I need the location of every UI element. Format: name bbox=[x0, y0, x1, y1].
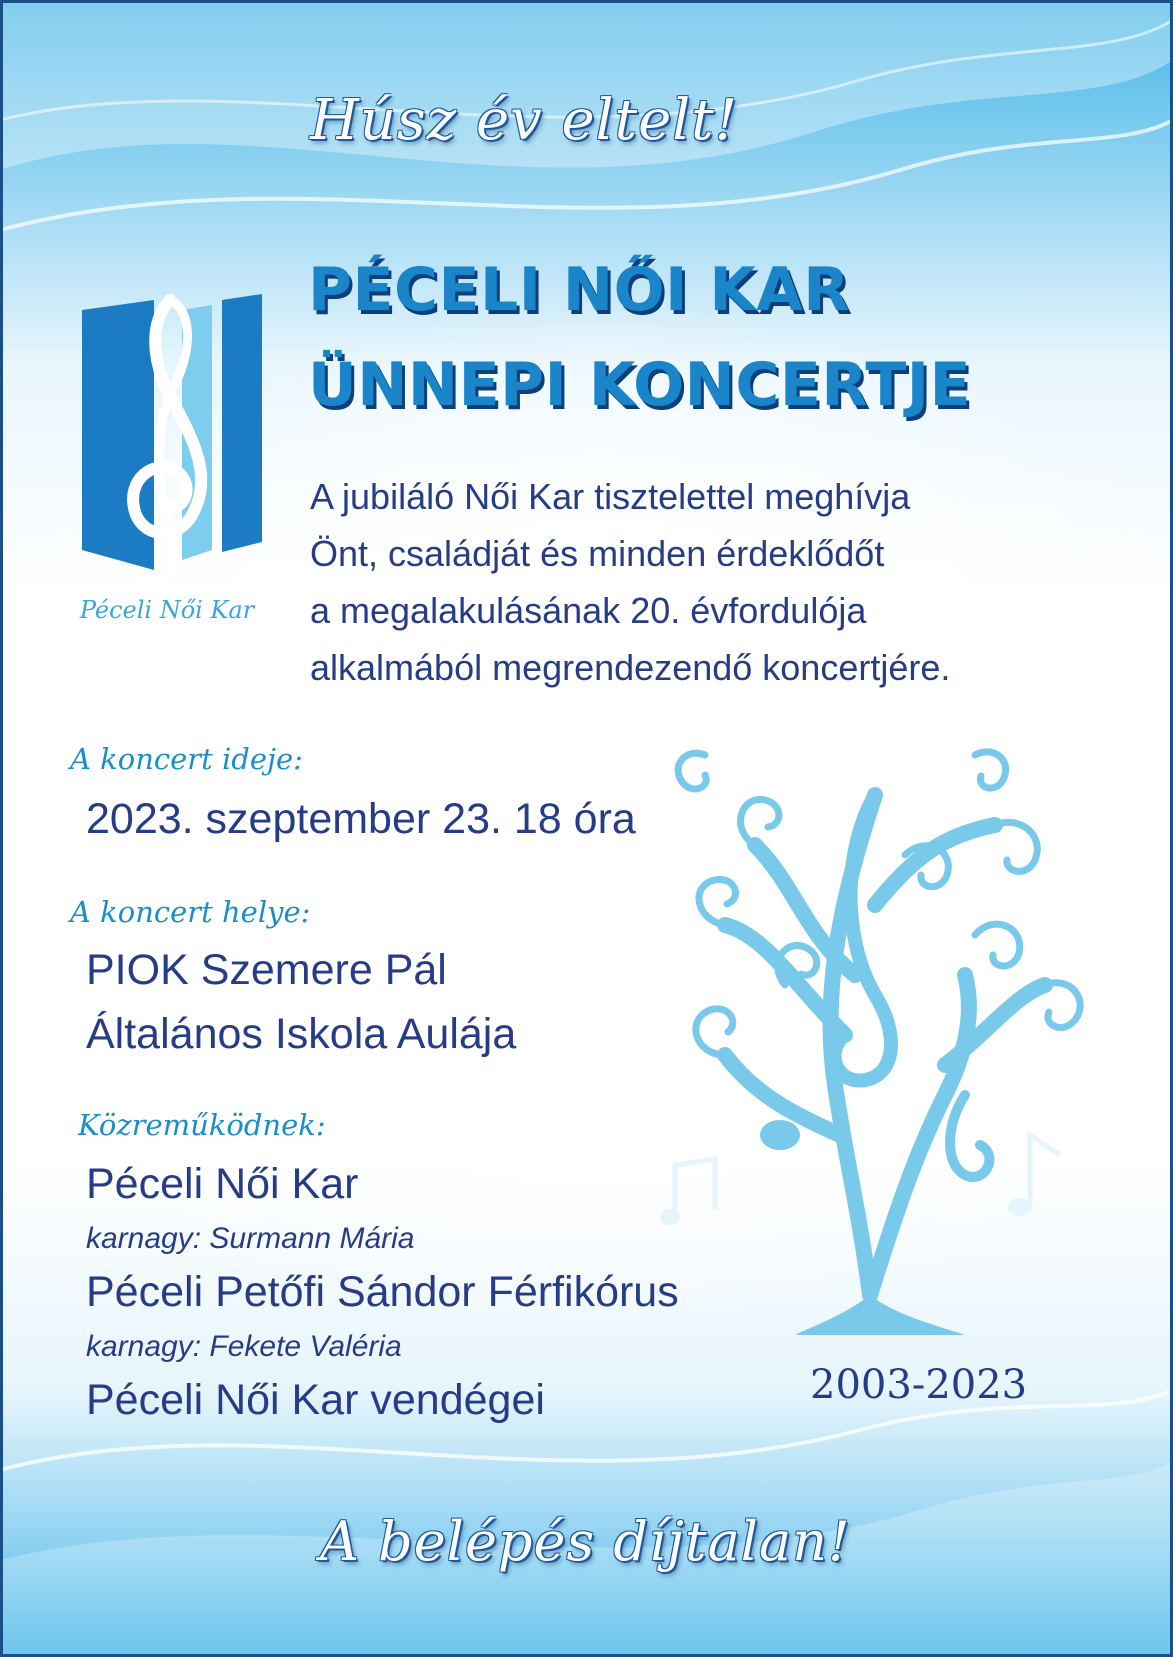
invitation-text bbox=[310, 468, 1110, 696]
music-note-tree-icon bbox=[645, 735, 1095, 1345]
invitation-line: Önt, családját és minden érdeklődőt bbox=[310, 533, 885, 574]
tagline: Húsz év eltelt! bbox=[310, 88, 739, 153]
title-line-1: PÉCELI NŐI KAR bbox=[308, 255, 850, 325]
performer-name: Péceli Női Kar vendégei bbox=[86, 1376, 545, 1424]
invitation-line: alkalmából megrendezendő koncertjére. bbox=[310, 647, 951, 688]
free-entry-note: A belépés díjtalan! bbox=[320, 1510, 851, 1573]
performer-name: Péceli Női Kar bbox=[86, 1160, 359, 1208]
time-label: A koncert ideje: bbox=[70, 742, 303, 776]
title-line-2: ÜNNEPI KONCERTJE bbox=[308, 350, 972, 420]
performer-conductor: karnagy: Fekete Valéria bbox=[86, 1330, 402, 1363]
venue-label: A koncert helye: bbox=[70, 895, 311, 929]
venue-line-2: Általános Iskola Aulája bbox=[86, 1010, 517, 1058]
treble-clef-icon bbox=[62, 280, 282, 640]
performer-conductor: karnagy: Surmann Mária bbox=[86, 1222, 415, 1255]
time-value: 2023. szeptember 23. 18 óra bbox=[86, 795, 636, 843]
invitation-line: a megalakulásának 20. évfordulója bbox=[310, 590, 867, 631]
performer-name: Péceli Petőfi Sándor Férfikórus bbox=[86, 1268, 679, 1316]
anniversary-years: 2003-2023 bbox=[810, 1362, 1028, 1408]
invitation-line: A jubiláló Női Kar tisztelettel meghívja bbox=[310, 476, 911, 517]
logo-caption: Péceli Női Kar bbox=[79, 596, 255, 624]
performers-label: Közreműködnek: bbox=[78, 1108, 326, 1142]
venue-line-1: PIOK Szemere Pál bbox=[86, 946, 447, 994]
